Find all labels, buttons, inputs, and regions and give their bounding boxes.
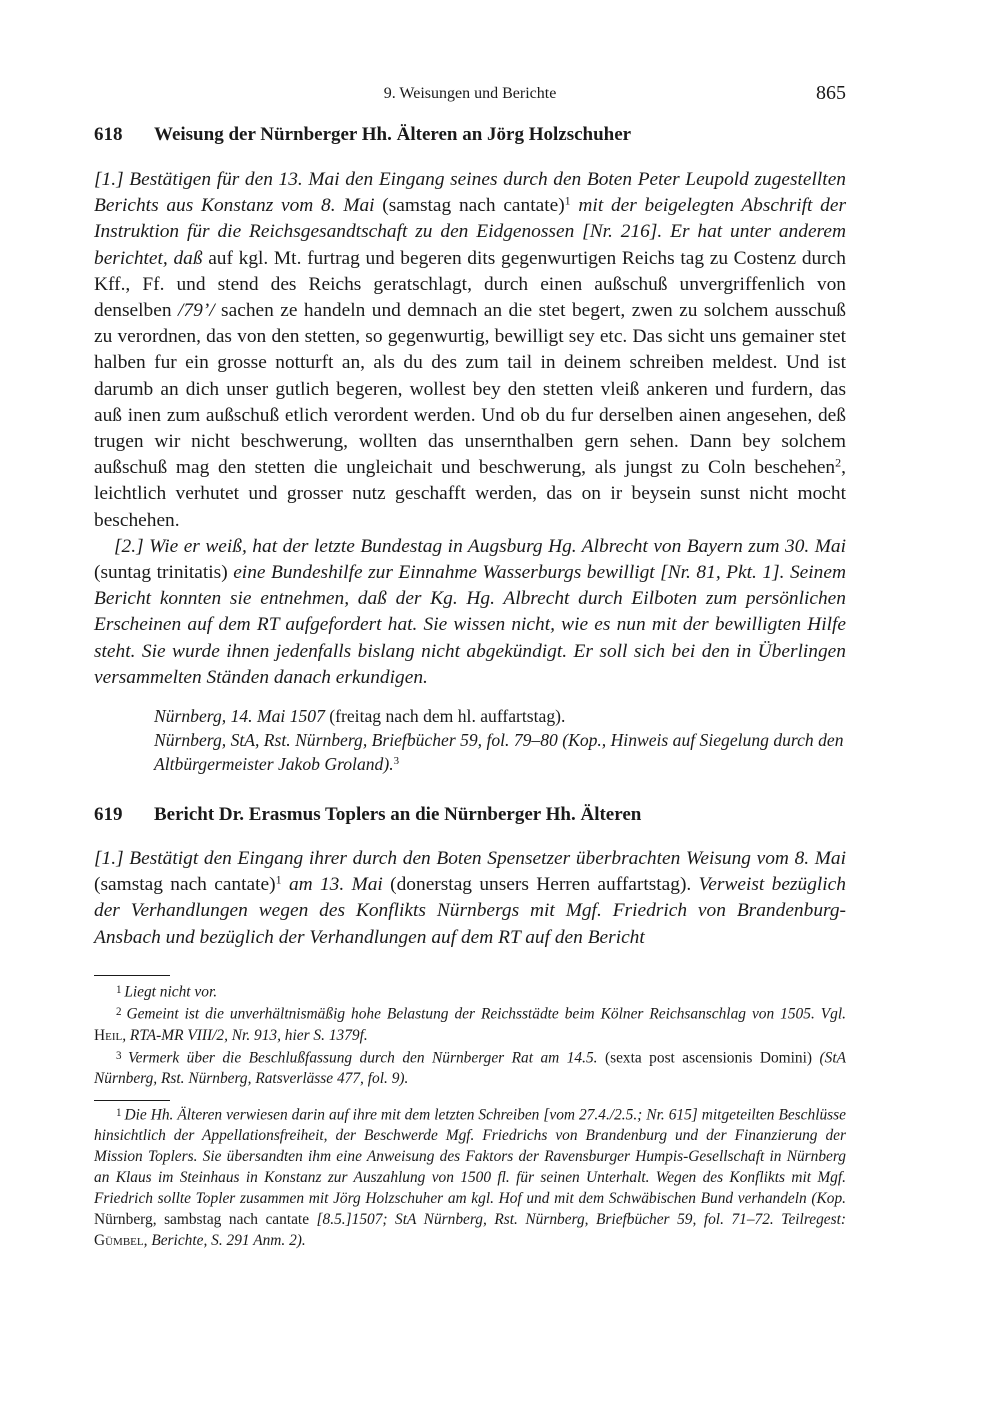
footnotes-618 [94,980,846,1089]
footnote-mark: 2 [116,1006,127,1019]
footnote-ref: 3 [393,755,400,767]
dateline [154,704,846,776]
chapter-title: 9. Weisungen und Berichte [383,85,557,102]
paragraph-1: [1.] Bestätigt den Eingang ihrer durch den Boten Spensetzer überbrachten Weisung vom 8. Mai (samstag nach cantate)$^1$ am 13. Mai (donerstag unsers Herren auffartstag). Verweist bezüglich der Verhandlungen wegen des Konflikts Nürnbergs mit Mgf. Friedrich von Brandenburg-Ansbach und bezüglich der Verhandlungen auf dem RT auf den Bericht [94,848,846,948]
footnote-mark: 1 [116,1107,125,1119]
document-heading-618 [94,124,631,146]
document-title: Weisung der Nürnberger Hh. Älteren an Jörg Holzschuher [154,124,632,145]
document-heading-619 [94,804,641,826]
footnote-2: $^2$ Gemeint ist die unverhältnismäßig hohe Belastung der Reichsstädte beim Kölner Reichsanschlag von 1505. Vgl. Heil, RTA-MR VIII/2, Nr. 913, hier S. 1379f. [94,1005,846,1044]
footnote-1: $^1$ Liegt nicht vor. [116,983,218,1001]
document-number: 618 [94,124,123,145]
document-number: 619 [94,804,123,825]
paragraph-2: [2.] Wie er weiß, hat der letzte Bundestag in Augsburg Hg. Albrecht von Bayern zum 30. Mai (suntag trinitatis) eine Bundeshilfe zur Einnahme Wasserburgs bewilligt [Nr. 81, Pkt. 1]. Seinem Bericht konnten sie entnehmen, daß der Kg. Hg. Albrecht durch Eilboten zum persönlichen Erscheinen auf dem RT aufgefordert hat. Sie wissen nicht, wie es nun mit der bewilligten Hilfe steht. Sie wurde ihnen jedenfalls bislang nicht abgekündigt. Er soll sich bei den in Überlingen versammelten Ständen danach erkundigen. [94,535,846,688]
footnote-3: $^3$ Vermerk über die Beschlußfassung durch den Nürnberger Rat am 14.5. (sexta post ascensionis Domini) (StA Nürnberg, Rst. Nürnberg, Ratsverlässe 477, fol. 9). [94,1048,846,1087]
footnotes-619 [94,1103,846,1251]
footnote-divider [94,975,170,976]
feast-day: (freitag nach dem hl. auffartstag). [329,706,566,726]
place-date: Nürnberg, 14. Mai 1507 [154,706,325,726]
document-body-619 [94,846,846,951]
footnote-divider [94,1100,170,1101]
page-number: 865 [816,82,846,104]
paragraph-1: [1.] Bestätigen für den 13. Mai den Eingang seines durch den Boten Peter Leupold zugestellten Berichts aus Konstanz vom 8. Mai (samstag nach cantate)$^1$ mit der beigelegten Abschrift der Instruktion für die Reichsgesandtschaft zu den Eidgenossen [Nr. 216]. Er hat unter anderem berichtet, daß auf kgl. Mt. furtrag und begeren dits gegenwurtigen Reichs tag zu Costenz durch Kff., Ff. und stend des Reichs geratschlagt, durch einen außschuß unvergriffenlich von denselben /79’/ sachen ze handeln und demnach an die stet begert, zwen zu solchem ausschuß zu verordnen, das von den stetten, so gegenwurtig, bewilligt sey etc. Das sicht uns gemainer stet halben fur ein grosse notturft an, als du des zum tail in deinem schreiben meldest. Und ist darumb an dich unser gutlich begeren, wollest bey den stetten vleiß ankeren und furdern, das auß inen zum außschuß etlich verordent werden. Und ob du fur derselben ainen angesehen, deß trugen wir nicht beschwerung, wollten das unsernthalben gern sehen. Dann bey solchem außschuß mag den stetten die ungleichait und beschwerung, als jungst zu Coln beschehen$^2$, leichtlich verhutet und grosser nutz geschafft werden, das on ir beysein sunst nicht mocht beschehen. [94,169,846,531]
footnote-mark: 3 [116,1049,128,1062]
footnote-mark: 1 [116,984,125,996]
footnote-1: $^1$ Die Hh. Älteren verwiesen darin auf ihre mit dem letzten Schreiben [vom 27.4./2.5.; Nr. 615] mitgeteilten Beschlüsse hinsichtlich der Appellationsfreiheit, der Beschwerde Mgf. Friedrichs von Brandenburg und der Finanzierung der Mission Toplers. Sie übersandten ihm eine Anweisung des Faktors der Ravensburger Humpis-Gesellschaft in Nürnberg an Klaus im Steinhaus in Konstanz zur Auszahlung von 1500 fl. für seinen Unterhalt. Wegen des Konflikts mit Mgf. Friedrich sollte Topler zusammen mit Jörg Holzschuher am kgl. Hof und mit dem Schwäbischen Bund verhandeln (Kop. Nürnberg, sambstag nach cantate [8.5.]1507; StA Nürnberg, Rst. Nürnberg, Briefbücher 59, fol. 71–72. Teilregest: Gümbel, Berichte, S. 291 Anm. 2). [94,1106,846,1250]
document-title: Bericht Dr. Erasmus Toplers an die Nürnberger Hh. Älteren [154,804,642,825]
source-reference: Nürnberg, StA, Rst. Nürnberg, Briefbücher 59, fol. 79–80 (Kop., Hinweis auf Siegelung durch den Altbürgermeister Jakob Groland). [154,730,844,774]
document-body-618 [94,167,846,691]
running-head [94,82,846,106]
